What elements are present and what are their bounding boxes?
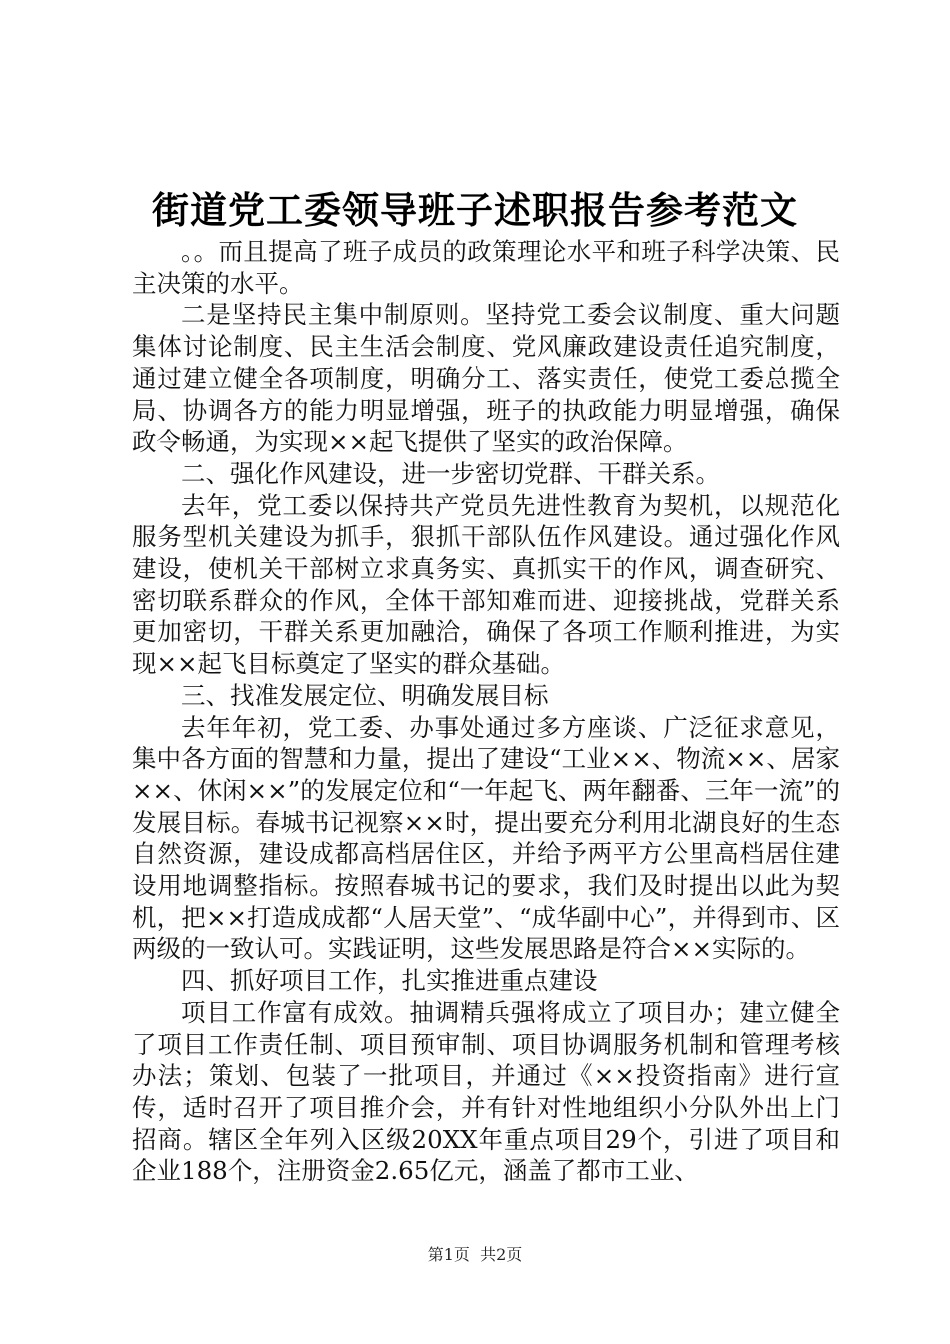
page-number: 第1页 共2页 [427,1245,523,1264]
paragraph: 去年，党工委以保持共产党员先进性教育为契机，以规范化服务型机关建设为抓手，狠抓干部队伍作风建设。通过强化作风建设，使机关干部树立求真务实、真抓实干的作风，调查研究、密切联系群众的作风，全体干部知难而进、迎接挑战，党群关系更加密切，干群关系更加融洽，确保了各项工作顺利推进，为实现××起飞目标奠定了坚实的群众基础。 [132,490,840,679]
paragraph: 项目工作富有成效。抽调精兵强将成立了项目办；建立健全了项目工作责任制、项目预审制、项目协调服务机制和管理考核办法；策划、包装了一批项目，并通过《××投资指南》进行宣传，适时召开了项目推介会，并有针对性地组织小分队外出上门招商。辖区全年列入区级20XX年重点项目29个，引进了项目和企业188个，注册资金2.65亿元，涵盖了都市工业、 [132,997,840,1186]
section-heading: 二、强化作风建设，进一步密切党群、干群关系。 [181,458,720,488]
paragraph: 。。而且提高了班子成员的政策理论水平和班子科学决策、民主决策的水平。 [132,237,840,298]
paragraph: 去年年初，党工委、办事处通过多方座谈、广泛征求意见，集中各方面的智慧和力量，提出了建设“工业××、物流××、居家××、休闲××”的发展定位和“一年起飞、两年翻番、三年一流”的发展目标。春城书记视察××时，提出要充分利用北湖良好的生态自然资源，建设成都高档居住区，并给予两平方公里高档居住建设用地调整指标。按照春城书记的要求，我们及时提出以此为契机，把××打造成成都“人居天堂”、“成华副中心”，并得到市、区两级的一致认可。实践证明，这些发展思路是符合××实际的。 [132,712,840,964]
section-heading: 三、找准发展定位、明确发展目标 [181,680,549,710]
document-body [132,236,840,1187]
section-heading: 四、抓好项目工作，扎实推进重点建设 [181,966,598,996]
document-title: 街道党工委领导班子述职报告参考范文 [152,188,798,232]
paragraph: 二是坚持民主集中制原则。坚持党工委会议制度、重大问题集体讨论制度、民主生活会制度、党风廉政建设责任追究制度，通过建立健全各项制度，明确分工、落实责任，使党工委总揽全局、协调各方的能力明显增强，班子的执政能力明显增强，确保政令畅通，为实现××起飞提供了坚实的政治保障。 [132,300,840,457]
page-footer [0,1245,950,1265]
